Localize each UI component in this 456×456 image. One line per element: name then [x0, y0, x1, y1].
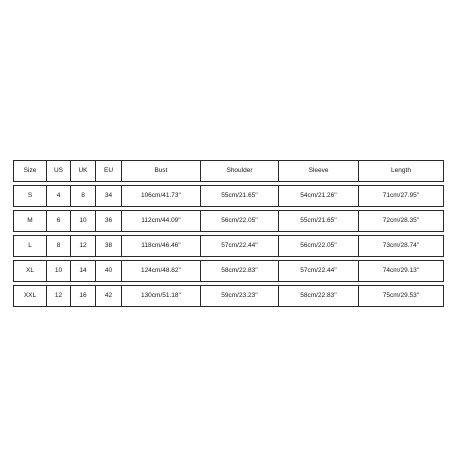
cell-size: M: [13, 210, 46, 232]
cell-bust: 112cm/44.09'': [121, 210, 200, 232]
cell-length: 74cm/29.13'': [358, 260, 444, 282]
cell-us: 8: [46, 235, 70, 257]
header-cell-eu: EU: [95, 160, 121, 182]
table-row: [13, 210, 444, 232]
table-row: [13, 285, 444, 307]
cell-uk: 14: [70, 260, 95, 282]
header-cell-bust: Bust: [121, 160, 200, 182]
cell-sleeve: 56cm/22.05'': [278, 235, 358, 257]
cell-length: 71cm/27.95'': [358, 185, 444, 207]
cell-shoulder: 57cm/22.44'': [200, 235, 278, 257]
cell-bust: 124cm/48.82'': [121, 260, 200, 282]
table-row: [13, 235, 444, 257]
header-cell-shoulder: Shoulder: [200, 160, 278, 182]
cell-size: L: [13, 235, 46, 257]
header-cell-sleeve: Sleeve: [278, 160, 358, 182]
cell-length: 72cm/28.35'': [358, 210, 444, 232]
cell-length: 75cm/29.53'': [358, 285, 444, 307]
cell-eu: 40: [95, 260, 121, 282]
cell-us: 10: [46, 260, 70, 282]
cell-shoulder: 56cm/22.05'': [200, 210, 278, 232]
cell-size: S: [13, 185, 46, 207]
table-row: [13, 185, 444, 207]
cell-us: 6: [46, 210, 70, 232]
header-cell-uk: UK: [70, 160, 95, 182]
cell-bust: 106cm/41.73'': [121, 185, 200, 207]
size-chart-table: [13, 157, 444, 310]
cell-shoulder: 59cm/23.23'': [200, 285, 278, 307]
cell-sleeve: 54cm/21.26'': [278, 185, 358, 207]
cell-sleeve: 57cm/22.44'': [278, 260, 358, 282]
cell-uk: 12: [70, 235, 95, 257]
cell-length: 73cm/28.74'': [358, 235, 444, 257]
cell-shoulder: 58cm/22.83'': [200, 260, 278, 282]
cell-us: 4: [46, 185, 70, 207]
cell-eu: 38: [95, 235, 121, 257]
cell-size: XL: [13, 260, 46, 282]
header-cell-length: Length: [358, 160, 444, 182]
cell-sleeve: 55cm/21.65'': [278, 210, 358, 232]
size-rows: [13, 185, 444, 307]
cell-eu: 36: [95, 210, 121, 232]
cell-eu: 34: [95, 185, 121, 207]
cell-bust: 130cm/51.18'': [121, 285, 200, 307]
table-row: [13, 260, 444, 282]
cell-uk: 10: [70, 210, 95, 232]
header-cell-us: US: [46, 160, 70, 182]
cell-shoulder: 55cm/21.65'': [200, 185, 278, 207]
cell-eu: 42: [95, 285, 121, 307]
cell-uk: 8: [70, 185, 95, 207]
cell-bust: 118cm/46.46'': [121, 235, 200, 257]
cell-size: XXL: [13, 285, 46, 307]
header-cell-size: Size: [13, 160, 46, 182]
cell-us: 12: [46, 285, 70, 307]
header-row: [13, 160, 444, 182]
cell-sleeve: 58cm/22.83'': [278, 285, 358, 307]
cell-uk: 16: [70, 285, 95, 307]
